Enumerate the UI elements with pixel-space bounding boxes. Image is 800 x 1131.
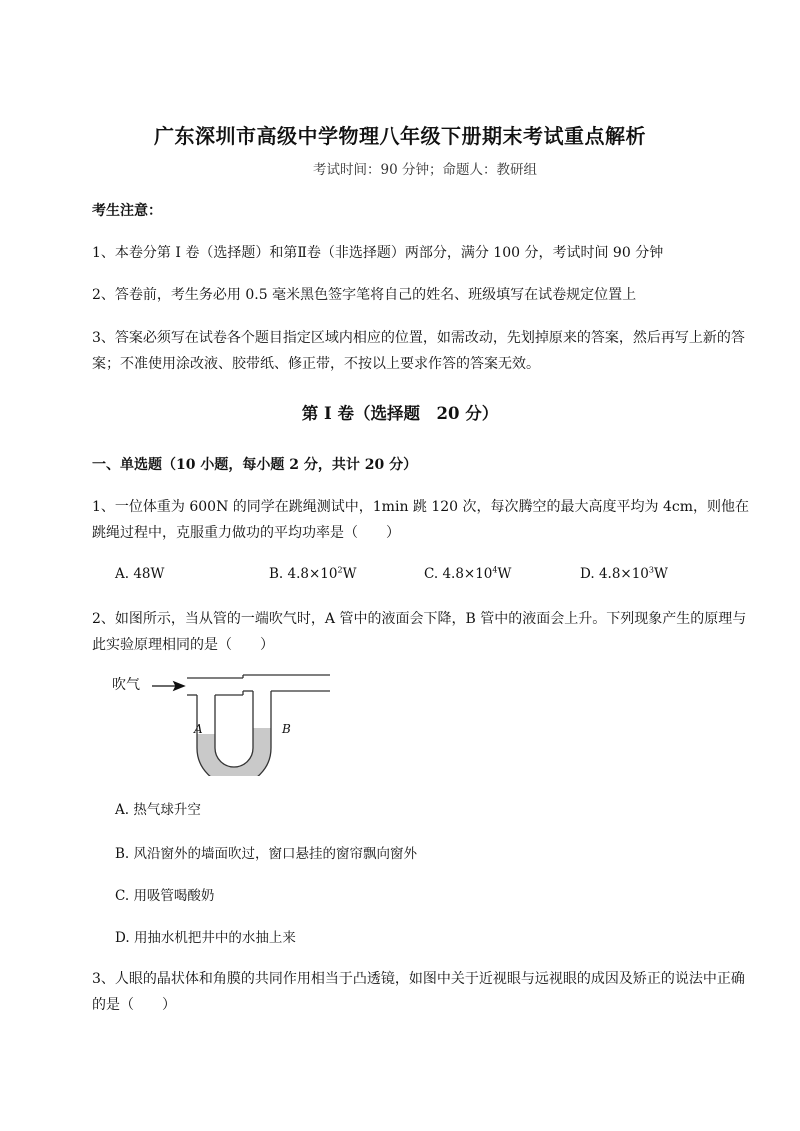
q1-option-c[interactable] [424,566,511,582]
notice-item-3: 3、答案必须写在试卷各个题目指定区域内相应的位置，如需改动，先划掉原来的答案，然后再写上新的答案；不准使用涂改液、胶带纸、修正带，不按以上要求作答的答案无效。 [92,330,745,372]
option-label: A. [115,802,130,818]
q1-option-a[interactable] [115,566,164,582]
exam-subtitle: 考试时间：90 分钟；命题人：教研组 [313,162,537,178]
option-unit: W [342,566,357,582]
option-text: 48W [133,566,165,582]
tube-a-label: A [194,722,203,736]
option-label: D. [580,566,595,582]
question-2-stem: 2、如图所示，当从管的一端吹气时，A 管中的液面会下降，B 管中的液面会上升。下列现象产生的原理与此实验原理相同的是（ ） [92,611,747,653]
u-tube-figure [112,666,342,776]
u-tube-diagram [112,666,342,776]
option-label: B. [269,566,284,582]
option-label: A. [115,566,130,582]
blow-label: 吹气 [112,677,140,693]
option-text: 4.8×10 [442,566,493,582]
option-text: 用抽水机把井中的水抽上来 [133,930,296,946]
option-exponent: 3 [648,565,654,575]
section-title: 第 I 卷（选择题 20 分） [301,404,499,423]
q2-option-b[interactable] [115,842,417,862]
option-label: B. [115,846,130,862]
option-label: C. [115,888,130,904]
notice-item-1: 1、本卷分第 I 卷（选择题）和第Ⅱ卷（非选择题）两部分，满分 100 分，考试时间 90 分钟 [92,245,664,261]
option-unit: W [497,566,512,582]
q1-option-b[interactable] [269,566,356,582]
option-unit: W [654,566,668,582]
part-heading: 一、单选题（10 小题，每小题 2 分，共计 20 分） [92,457,418,473]
q2-option-c[interactable] [115,884,214,904]
option-label: D. [115,930,130,946]
option-label: C. [424,566,439,582]
option-text: 4.8×10 [598,566,649,582]
option-text: 风沿窗外的墙面吹过，窗口悬挂的窗帘飘向窗外 [133,846,418,862]
exam-title: 广东深圳市高级中学物理八年级下册期末考试重点解析 [154,124,646,148]
notice-heading: 考生注意： [92,203,162,219]
notice-item-2: 2、答卷前，考生务必用 0.5 毫米黑色签字笔将自己的姓名、班级填写在试卷规定位置上 [92,287,637,303]
q2-option-d[interactable] [115,926,296,946]
q1-option-d[interactable] [580,566,668,582]
option-exponent: 2 [337,565,343,575]
option-text: 4.8×10 [287,566,338,582]
option-text: 用吸管喝酸奶 [133,888,215,904]
q2-option-a[interactable] [115,798,201,818]
option-text: 热气球升空 [133,802,201,818]
option-exponent: 4 [492,565,498,575]
question-1-stem: 1、一位体重为 600N 的同学在跳绳测试中，1min 跳 120 次，每次腾空的最大高度平均为 4cm，则他在跳绳过程中，克服重力做功的平均功率是（ ） [92,499,749,541]
question-3-stem: 3、人眼的晶状体和角膜的共同作用相当于凸透镜，如图中关于近视眼与远视眼的成因及矫正的说法中正确的是（ ） [92,971,745,1013]
tube-b-label: B [282,722,291,736]
liquid-fill [197,728,271,776]
